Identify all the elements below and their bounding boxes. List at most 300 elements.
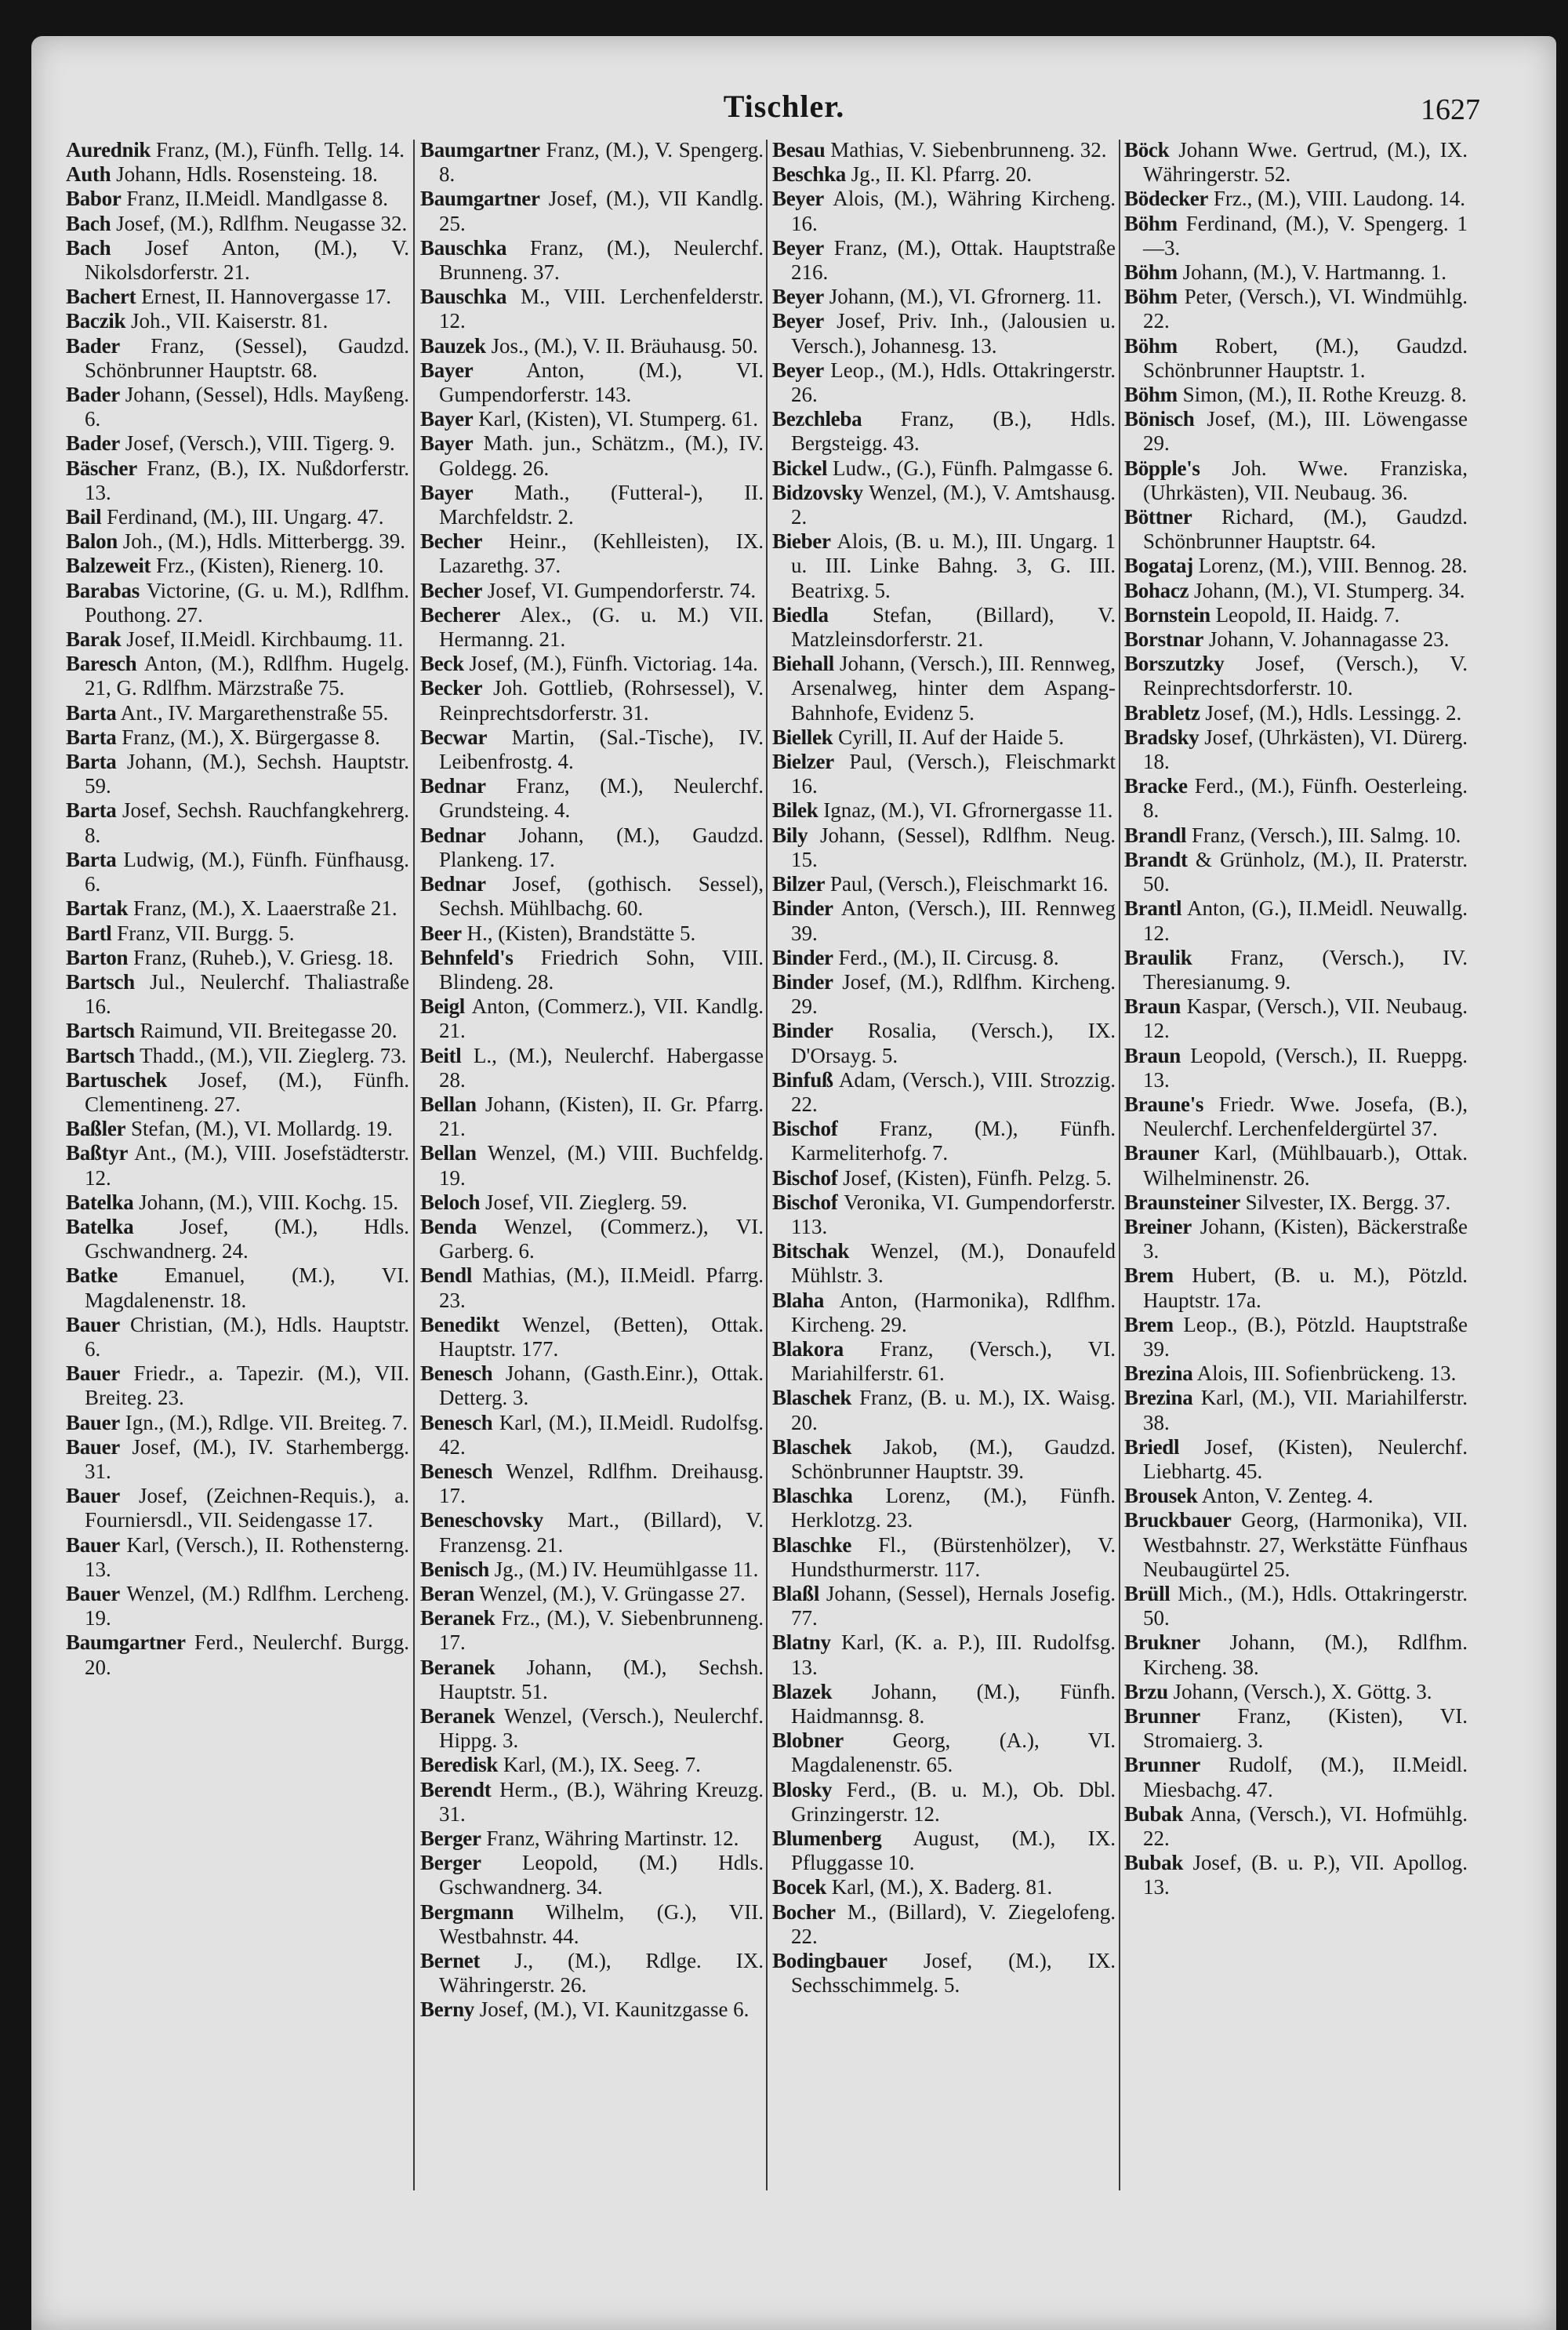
entry-surname: Benisch <box>420 1557 489 1581</box>
entry-details: Heinr., (Kehlleisten), IX. Lazarethg. 37. <box>439 529 764 578</box>
entry-details: Josef, (M.), IV. Starhembergg. 31. <box>85 1434 409 1483</box>
entry-details: Johann, (M.), VIII. Kochg. 15. <box>139 1190 399 1214</box>
directory-entry <box>420 285 764 333</box>
entry-surname: Barta <box>66 750 117 774</box>
directory-entry <box>1124 774 1468 823</box>
entry-details: Franz, (M.), Fünfh. Karmeliterhofg. 7. <box>791 1117 1116 1165</box>
directory-entry <box>66 285 409 309</box>
directory-entry <box>420 1753 764 1777</box>
entry-surname: Barton <box>66 945 129 969</box>
entry-surname: Bönisch <box>1124 407 1195 431</box>
entry-details: Ferdinand, (M.), III. Ungarg. 47. <box>107 505 384 529</box>
directory-entry <box>772 1630 1116 1679</box>
entry-surname: Blatny <box>772 1630 831 1655</box>
directory-entry <box>772 603 1116 652</box>
entry-surname: Böck <box>1124 138 1170 162</box>
entry-details: Franz, II.Meidl. Mandlgasse 8. <box>126 187 388 211</box>
entry-details: Anton, (Harmonika), Rdlfhm. Kircheng. 29. <box>791 1288 1116 1336</box>
entry-surname: Bocek <box>772 1875 826 1899</box>
entry-details: M., (Billard), V. Ziegelofeng. 22. <box>791 1899 1116 1948</box>
entry-details: Victorine, (G. u. M.), Rdlfhm. Pouthong. 27. <box>85 578 409 627</box>
entry-details: Johann, (M.), VI. Gfrornerg. 11. <box>829 285 1102 309</box>
directory-entry <box>772 1582 1116 1630</box>
directory-entry <box>66 1533 409 1582</box>
directory-entry <box>1124 1753 1468 1801</box>
entry-surname: Bogataj <box>1124 554 1193 578</box>
entry-details: Hubert, (B. u. M.), Pötzld. Hauptstr. 17a. <box>1143 1263 1468 1312</box>
directory-entry <box>1124 456 1468 505</box>
entry-details: Alois, III. Sofienbrückeng. 13. <box>1196 1361 1457 1386</box>
directory-entry <box>420 1997 764 2022</box>
entry-surname: Bach <box>66 235 111 260</box>
directory-column-3 <box>772 138 1116 1997</box>
entry-details: Georg, (Harmonika), VII. Westbahnstr. 27, Werkstätte Fünfhaus Neubaugürtel 25. <box>1143 1508 1468 1581</box>
entry-surname: Bayer <box>420 358 474 382</box>
directory-entry <box>772 1190 1116 1239</box>
entry-details: Cyrill, II. Auf der Haide 5. <box>838 725 1065 749</box>
entry-details: Ferd., Neulerchf. Burgg. 20. <box>85 1630 410 1679</box>
directory-entry <box>420 1582 764 1606</box>
entry-surname: Bartsch <box>66 969 135 994</box>
directory-entry <box>420 676 764 725</box>
entry-surname: Batke <box>66 1263 118 1288</box>
entry-surname: Brousek <box>1124 1484 1198 1508</box>
entry-details: Georg, (A.), VI. Magdalenenstr. 65. <box>791 1728 1116 1777</box>
entry-surname: Baumgartner <box>420 187 540 211</box>
entry-surname: Bily <box>772 823 808 847</box>
entry-details: Ludwig, (M.), Fünfh. Fünfhausg. 6. <box>85 847 409 896</box>
directory-entry <box>420 431 764 480</box>
entry-details: Ferd., (M.), II. Circusg. 8. <box>838 945 1059 969</box>
entry-surname: Blaschek <box>772 1434 852 1459</box>
entry-surname: Biehall <box>772 652 834 676</box>
entry-surname: Becher <box>420 578 483 602</box>
directory-entry <box>420 407 764 431</box>
directory-entry <box>66 946 409 970</box>
directory-entry <box>772 823 1116 872</box>
entry-details: Ernest, II. Hannovergasse 17. <box>141 285 392 309</box>
directory-entry <box>420 334 764 358</box>
entry-details: Leop., (M.), Hdls. Ottakringerstr. 26. <box>791 358 1116 407</box>
entry-details: Leop., (B.), Pötzld. Hauptstraße 39. <box>1143 1312 1468 1361</box>
directory-entry <box>1124 187 1468 211</box>
entry-surname: Bachert <box>66 285 136 309</box>
entry-details: Josef Anton, (M.), V. Nikolsdorferstr. 21. <box>85 235 409 285</box>
entry-details: Wenzel, (M.) Rdlfhm. Lercheng. 19. <box>85 1581 410 1630</box>
entry-surname: Becwar <box>420 725 488 749</box>
entry-details: Josef, VI. Gumpendorferstr. 74. <box>487 578 757 602</box>
entry-surname: Barta <box>66 847 117 871</box>
entry-details: Wenzel, (Versch.), Neulerchf. Hippg. 3. <box>439 1704 764 1753</box>
entry-details: Franz, VII. Burgg. 5. <box>117 921 295 945</box>
entry-details: H., (Kisten), Brandstätte 5. <box>466 921 696 945</box>
directory-entry <box>420 774 764 823</box>
entry-surname: Bellan <box>420 1092 477 1116</box>
entry-details: Karl, (Versch.), II. Rothensterng. 13. <box>85 1532 410 1581</box>
page-number: 1627 <box>1421 93 1480 126</box>
entry-details: Wenzel, (M.), V. Amtshausg. 2. <box>791 480 1116 529</box>
directory-entry <box>1124 212 1468 260</box>
entry-details: Karl, (M.), II.Meidl. Rudolfsg. 42. <box>439 1410 764 1459</box>
entry-details: Johann, (M.), Sechsh. Hauptstr. 59. <box>85 750 410 798</box>
directory-entry <box>1124 848 1468 896</box>
entry-details: Richard, (M.), Gaudzd. Schönbrunner Hauptstr. 64. <box>1143 505 1468 554</box>
entry-surname: Becherer <box>420 602 501 627</box>
entry-details: Josef, (Versch.), VIII. Tigerg. 9. <box>125 431 395 456</box>
entry-surname: Brezina <box>1124 1361 1193 1386</box>
entry-details: Math., (Futteral-), II. Marchfeldstr. 2. <box>439 480 764 529</box>
entry-surname: Böhm <box>1124 211 1178 235</box>
entry-details: Leopold, (M.) Hdls. Gschwandnerg. 34. <box>439 1851 764 1899</box>
directory-entry <box>772 872 1116 896</box>
entry-details: Adam, (Versch.), VIII. Strozzig. 22. <box>791 1067 1116 1116</box>
directory-entry <box>772 1068 1116 1117</box>
directory-entry <box>1124 725 1468 774</box>
entry-details: Franz, (Versch.), IV. Theresianumg. 9. <box>1143 945 1468 994</box>
entry-surname: Baumgartner <box>66 1630 186 1655</box>
entry-details: Frz., (M.), V. Siebenbrunneng. 17. <box>439 1606 764 1655</box>
directory-entry <box>1124 1630 1468 1679</box>
entry-details: Karl, (M.), IX. Seeg. 7. <box>503 1753 701 1777</box>
entry-details: Herm., (B.), Währing Kreuzg. 31. <box>439 1777 764 1826</box>
directory-entry <box>772 236 1116 285</box>
entry-details: Johann Wwe. Gertrud, (M.), IX. Währingerstr. 52. <box>1143 138 1468 187</box>
directory-entry <box>420 1851 764 1899</box>
directory-entry <box>420 1215 764 1263</box>
directory-entry <box>1124 1313 1468 1361</box>
directory-entry <box>772 1239 1116 1288</box>
entry-surname: Böhm <box>1124 285 1178 309</box>
directory-entry <box>66 309 409 333</box>
entry-surname: Baßtyr <box>66 1141 129 1165</box>
entry-surname: Braun <box>1124 994 1181 1019</box>
entry-details: Lorenz, (M.), Fünfh. Herklotzg. 23. <box>791 1484 1116 1532</box>
entry-details: Josef, (M.), Hdls. Gschwandnerg. 24. <box>85 1214 409 1263</box>
entry-details: Johann, (Sessel), Rdlfhm. Neug. 15. <box>791 823 1116 871</box>
directory-entry <box>1124 260 1468 285</box>
entry-details: Josef, (M.), Fünfh. Clementineng. 27. <box>85 1067 409 1116</box>
entry-details: Friedr. Wwe. Josefa, (B.), Neulerchf. Lerchenfeldergürtel 37. <box>1143 1092 1468 1141</box>
entry-details: Thadd., (M.), VII. Zieglerg. 73. <box>140 1043 407 1067</box>
directory-entry <box>772 896 1116 945</box>
directory-entry <box>772 1166 1116 1190</box>
entry-details: Christian, (M.), Hdls. Hauptstr. 6. <box>85 1312 409 1361</box>
entry-details: Joh., (M.), Hdls. Mitterbergg. 39. <box>122 529 406 554</box>
entry-details: Franz, (M.), Ottak. Hauptstraße 216. <box>791 235 1116 285</box>
entry-surname: Baumgartner <box>420 138 540 162</box>
directory-entry <box>66 1190 409 1215</box>
entry-surname: Brandt <box>1124 847 1188 871</box>
directory-entry <box>420 872 764 921</box>
directory-entry <box>66 187 409 211</box>
entry-details: Josef, (Kisten), Neulerchf. Liebhartg. 45. <box>1143 1434 1468 1483</box>
entry-surname: Brem <box>1124 1312 1174 1336</box>
entry-surname: Bayer <box>420 407 474 431</box>
directory-column-4 <box>1124 138 1468 1900</box>
entry-details: Fl., (Bürstenhölzer), V. Hundsthurmerstr. 117. <box>791 1532 1116 1581</box>
entry-surname: Bilzer <box>772 872 826 896</box>
entry-details: Josef, (M.), IX. Sechsschimmelg. 5. <box>791 1949 1116 1997</box>
entry-surname: Bödecker <box>1124 187 1209 211</box>
entry-surname: Bäscher <box>66 456 137 480</box>
directory-entry <box>772 162 1116 187</box>
entry-details: Josef, (M.), Rdlfhm. Neugasse 32. <box>116 211 408 235</box>
entry-details: Martin, (Sal.-Tische), IV. Leibenfrostg. 4. <box>439 725 764 774</box>
entry-details: Franz, (M.), Fünfh. Tellg. 14. <box>155 138 405 162</box>
entry-details: Ferd., (M.), Fünfh. Oesterleing. 8. <box>1143 774 1468 823</box>
entry-surname: Braunsteiner <box>1124 1190 1240 1214</box>
directory-entry <box>772 1386 1116 1434</box>
entry-surname: Bodingbauer <box>772 1949 887 1973</box>
entry-details: Johann, (Gasth.Einr.), Ottak. Detterg. 3. <box>439 1361 764 1410</box>
directory-entry <box>66 1263 409 1312</box>
entry-surname: Bischof <box>772 1190 838 1214</box>
entry-details: Johann, (Kisten), Bäckerstraße 3. <box>1143 1214 1468 1263</box>
directory-entry <box>66 1141 409 1190</box>
directory-entry <box>772 456 1116 481</box>
directory-entry <box>420 1263 764 1312</box>
entry-details: Mich., (M.), Hdls. Ottakringerstr. 50. <box>1143 1581 1468 1630</box>
entry-details: Stefan, (M.), VI. Mollardg. 19. <box>130 1117 393 1141</box>
page-title: Tischler. <box>723 89 845 124</box>
entry-surname: Binder <box>772 969 833 994</box>
directory-column-2 <box>420 138 764 2023</box>
directory-entry <box>1124 1435 1468 1484</box>
directory-entry <box>1124 1802 1468 1851</box>
entry-details: Karl, (K. a. P.), III. Rudolfsg. 13. <box>791 1630 1116 1679</box>
directory-entry <box>66 1215 409 1263</box>
entry-surname: Bartsch <box>66 1019 135 1043</box>
entry-surname: Blazek <box>772 1679 833 1703</box>
entry-surname: Balzeweit <box>66 554 151 578</box>
directory-entry <box>1124 1263 1468 1312</box>
entry-surname: Barak <box>66 627 122 652</box>
entry-details: Ant., IV. Margarethenstraße 55. <box>120 700 389 725</box>
entry-details: Karl, (Kisten), VI. Stumperg. 61. <box>478 407 758 431</box>
entry-details: Franz, (Versch.), III. Salmg. 10. <box>1191 823 1461 847</box>
directory-entry <box>66 1630 409 1679</box>
entry-details: Peter, (Versch.), VI. Windmühlg. 22. <box>1143 285 1468 333</box>
directory-entry <box>66 1582 409 1630</box>
directory-entry <box>66 1411 409 1435</box>
directory-entry <box>66 627 409 652</box>
entry-surname: Beran <box>420 1581 474 1605</box>
entry-surname: Breiner <box>1124 1214 1192 1238</box>
directory-entry <box>420 529 764 578</box>
entry-surname: Binder <box>772 945 833 969</box>
entry-surname: Brem <box>1124 1263 1174 1288</box>
entry-surname: Berendt <box>420 1777 492 1801</box>
entry-details: Ferd., (B. u. M.), Ob. Dbl. Grinzingerstr. 12. <box>791 1777 1116 1826</box>
entry-details: Josef, (M.), VI. Kaunitzgasse 6. <box>479 1997 750 2022</box>
directory-entry <box>66 162 409 187</box>
entry-surname: Berger <box>420 1851 481 1875</box>
entry-surname: Bayer <box>420 431 474 456</box>
directory-entry <box>420 138 764 187</box>
entry-surname: Bauschka <box>420 285 507 309</box>
entry-surname: Beyer <box>772 187 824 211</box>
column-divider <box>766 140 768 2190</box>
entry-details: Ant., (M.), VIII. Josefstädterstr. 12. <box>85 1141 409 1190</box>
entry-details: Franz, (Ruheb.), V. Griesg. 18. <box>132 945 394 969</box>
entry-details: Alex., (G. u. M.) VII. Hermanng. 21. <box>439 602 764 652</box>
entry-details: Josef, (M.), Fünfh. Victoriag. 14a. <box>469 652 758 676</box>
entry-surname: Binfuß <box>772 1067 833 1092</box>
directory-entry <box>420 994 764 1043</box>
entry-details: Stefan, (Billard), V. Matzleinsdorferstr. 21. <box>791 602 1116 652</box>
column-divider <box>413 140 415 2190</box>
entry-surname: Blaschek <box>772 1386 852 1410</box>
directory-entry <box>772 1900 1116 1949</box>
entry-surname: Balon <box>66 529 118 554</box>
directory-entry <box>1124 1190 1468 1215</box>
entry-details: Josef, (Versch.), V. Reinprechtsdorferstr. 10. <box>1143 652 1468 700</box>
directory-entry <box>66 236 409 285</box>
directory-entry <box>1124 994 1468 1043</box>
entry-surname: Batelka <box>66 1214 134 1238</box>
entry-details: Franz, (M.), Neulerchf. Brunneng. 37. <box>439 235 764 285</box>
entry-surname: Borszutzky <box>1124 652 1225 676</box>
directory-entry <box>66 798 409 847</box>
entry-surname: Bielzer <box>772 750 834 774</box>
directory-entry <box>772 481 1116 529</box>
column-divider <box>1119 140 1120 2190</box>
entry-details: Johann, (M.), Rdlfhm. Kircheng. 38. <box>1143 1630 1468 1679</box>
entry-details: Frz., (Kisten), Rienerg. 10. <box>156 554 384 578</box>
entry-surname: Brantl <box>1124 896 1182 921</box>
entry-details: Wenzel, (M.), V. Grüngasse 27. <box>479 1581 746 1605</box>
entry-details: Wenzel, (Betten), Ottak. Hauptstr. 177. <box>439 1312 764 1361</box>
directory-entry <box>1124 383 1468 407</box>
entry-surname: Böhm <box>1124 383 1178 407</box>
directory-entry <box>1124 1680 1468 1704</box>
directory-entry <box>1124 138 1468 187</box>
entry-surname: Bauer <box>66 1361 120 1386</box>
directory-entry <box>772 407 1116 456</box>
directory-entry <box>772 1533 1116 1582</box>
directory-entry <box>420 1656 764 1704</box>
directory-entry <box>66 456 409 505</box>
directory-entry <box>66 896 409 921</box>
entry-surname: Bruckbauer <box>1124 1508 1232 1532</box>
directory-entry <box>772 1728 1116 1777</box>
entry-surname: Becher <box>420 529 483 554</box>
entry-details: Jos., (M.), V. II. Bräuhausg. 50. <box>491 333 758 358</box>
entry-details: Silvester, IX. Bergg. 37. <box>1245 1190 1451 1214</box>
directory-entry <box>1124 334 1468 383</box>
entry-surname: Bauer <box>66 1532 120 1557</box>
entry-surname: Bartl <box>66 921 112 945</box>
entry-surname: Brzu <box>1124 1679 1168 1703</box>
directory-entry <box>66 1044 409 1068</box>
entry-surname: Bednar <box>420 872 486 896</box>
entry-surname: Beyer <box>772 235 824 260</box>
directory-entry <box>420 1900 764 1949</box>
directory-entry <box>1124 1141 1468 1190</box>
entry-surname: Bischof <box>772 1117 838 1141</box>
entry-details: Wenzel, Rdlfhm. Dreihausg. 17. <box>439 1459 764 1508</box>
entry-details: Johann, (Sessel), Hernals Josefig. 77. <box>791 1581 1116 1630</box>
entry-details: J., (M.), Rdlge. IX. Währingerstr. 26. <box>439 1949 764 1997</box>
entry-details: L., (M.), Neulerchf. Habergasse 28. <box>439 1043 764 1092</box>
directory-entry <box>420 1949 764 1997</box>
entry-details: Josef, (B. u. P.), VII. Apollog. 13. <box>1143 1851 1468 1899</box>
entry-surname: Beigl <box>420 994 465 1019</box>
directory-entry <box>1124 1044 1468 1092</box>
entry-details: Josef, (Uhrkästen), VI. Dürerg. 18. <box>1143 725 1468 774</box>
entry-surname: Beloch <box>420 1190 481 1214</box>
directory-entry <box>66 1019 409 1043</box>
entry-details: Wenzel, (Commerz.), VI. Garberg. 6. <box>439 1214 764 1263</box>
entry-surname: Bader <box>66 333 120 358</box>
directory-entry <box>66 212 409 236</box>
entry-surname: Bartak <box>66 896 129 921</box>
entry-surname: Benesch <box>420 1410 493 1434</box>
entry-details: Johann, (M.), V. Hartmanng. 1. <box>1182 260 1447 285</box>
entry-surname: Brukner <box>1124 1630 1200 1655</box>
entry-surname: Benesch <box>420 1459 493 1483</box>
directory-entry <box>66 505 409 529</box>
directory-entry <box>1124 896 1468 945</box>
entry-surname: Brandl <box>1124 823 1187 847</box>
directory-entry <box>420 652 764 676</box>
directory-entry <box>66 579 409 627</box>
entry-surname: Blaschke <box>772 1532 852 1557</box>
entry-surname: Binder <box>772 896 833 921</box>
entry-surname: Braune's <box>1124 1092 1204 1116</box>
entry-surname: Bail <box>66 505 102 529</box>
entry-surname: Bitschak <box>772 1239 850 1263</box>
entry-details: Mathias, (M.), II.Meidl. Pfarrg. 23. <box>439 1263 764 1312</box>
entry-surname: Bergmann <box>420 1899 514 1924</box>
entry-details: Johann, (Sessel), Hdls. Mayßeng. 6. <box>85 383 409 431</box>
directory-entry <box>1124 823 1468 848</box>
entry-surname: Bach <box>66 211 111 235</box>
entry-surname: Beyer <box>772 358 824 382</box>
directory-entry <box>1124 554 1468 578</box>
entry-surname: Brauner <box>1124 1141 1200 1165</box>
entry-surname: Blaha <box>772 1288 825 1312</box>
directory-entry <box>1124 1508 1468 1582</box>
entry-details: Ignaz, (M.), VI. Gfrornergasse 11. <box>823 798 1113 823</box>
directory-entry <box>1124 285 1468 333</box>
entry-surname: Bernet <box>420 1949 481 1973</box>
directory-entry <box>772 725 1116 750</box>
entry-surname: Bauschka <box>420 235 507 260</box>
entry-details: Veronika, VI. Gumpendorferstr. 113. <box>791 1190 1116 1238</box>
directory-entry <box>66 725 409 750</box>
entry-surname: Bocher <box>772 1899 836 1924</box>
directory-entry <box>420 1704 764 1753</box>
entry-surname: Blosky <box>772 1777 833 1801</box>
entry-details: Jakob, (M.), Gaudzd. Schönbrunner Hauptstr. 39. <box>791 1434 1116 1483</box>
directory-entry <box>420 921 764 946</box>
entry-details: Anton, (Versch.), III. Rennweg 39. <box>791 896 1116 945</box>
entry-details: Jg., (M.) IV. Heumühlgasse 11. <box>494 1557 759 1581</box>
entry-surname: Bauer <box>66 1410 120 1434</box>
entry-details: & Grünholz, (M.), II. Praterstr. 50. <box>1143 847 1468 896</box>
directory-entry <box>772 358 1116 407</box>
entry-surname: Biedla <box>772 602 829 627</box>
entry-details: Karl, (M.), VII. Mariahilferstr. 38. <box>1143 1386 1468 1434</box>
entry-details: Franz, (Versch.), VI. Mariahilferstr. 61. <box>791 1336 1116 1386</box>
entry-details: Franz, (B. u. M.), IX. Waisg. 20. <box>791 1386 1116 1434</box>
entry-surname: Bader <box>66 431 120 456</box>
entry-surname: Bartuschek <box>66 1067 168 1092</box>
directory-entry <box>772 1484 1116 1532</box>
directory-entry <box>420 1411 764 1459</box>
directory-entry <box>420 1190 764 1215</box>
